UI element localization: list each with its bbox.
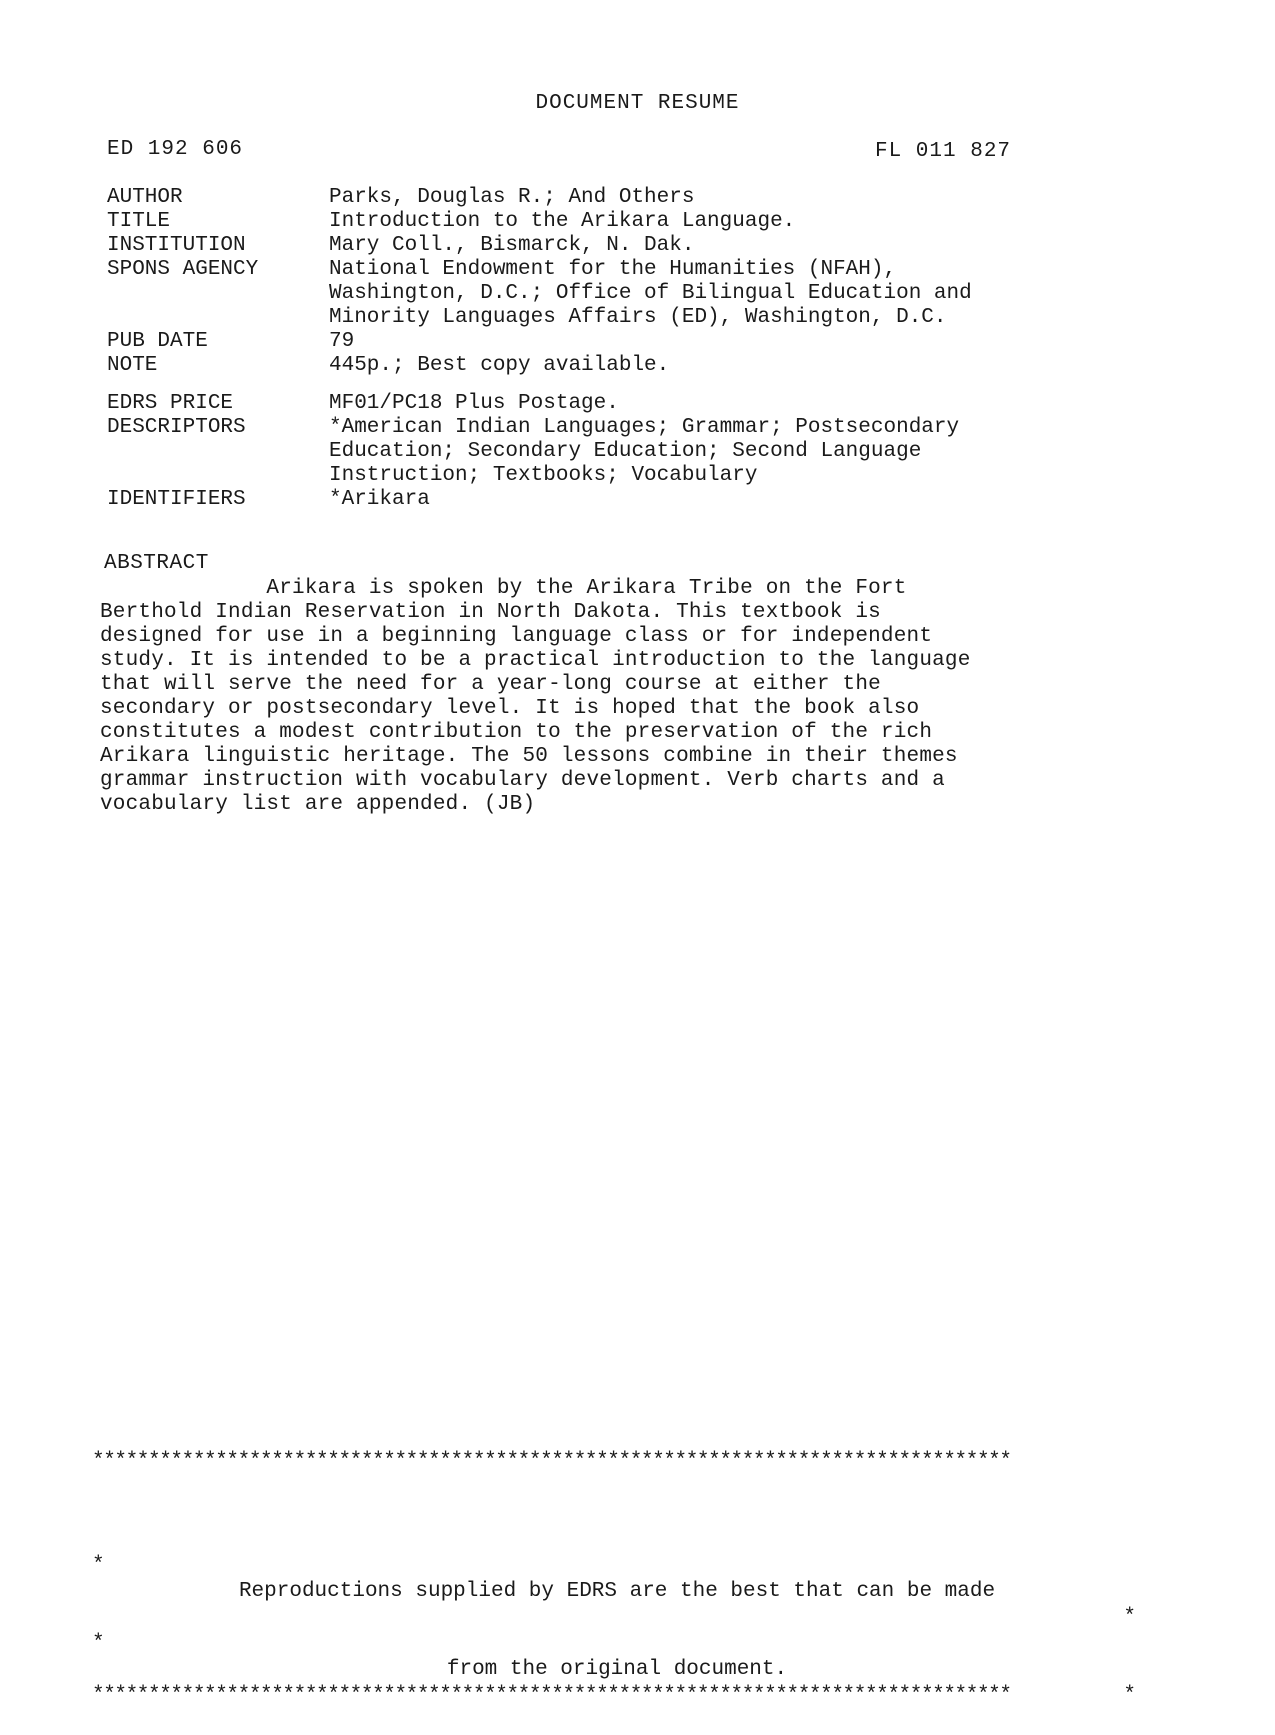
abstract-line: designed for use in a beginning language class or for independent [100,625,933,648]
ed-number: ED 192 606 [107,138,244,161]
field-note [107,354,972,378]
star-border-top: ********************************************************************************** [92,1450,1011,1473]
star-border-right: * [1123,1606,1136,1629]
field-label: PUB DATE [107,330,208,353]
field-institution [107,234,972,258]
field-identifiers [107,488,972,512]
field-value: National Endowment for the Humanities (NFAH), [329,258,897,281]
field-value: *Arikara [329,488,430,511]
field-value: Education; Secondary Education; Second Language [329,440,922,463]
field-label: AUTHOR [107,186,183,209]
field-label-empty [107,282,329,306]
star-border-bottom: ********************************************************************************** [92,1684,1011,1707]
bibliographic-fields [107,186,972,512]
abstract-line: constitutes a modest contribution to the preservation of the rich [100,721,933,744]
field-value: Washington, D.C.; Office of Bilingual Education and [329,282,972,305]
field-author [107,186,972,210]
fl-number: FL 011 827 [875,140,1012,163]
field-label-empty [107,464,329,488]
abstract-line: study. It is intended to be a practical introduction to the language [100,649,971,672]
field-spons-agency-cont [107,306,972,330]
notice-line-2 [92,1605,1142,1707]
notice-text-1: Reproductions supplied by EDRS are the best that can be made [238,1580,996,1603]
field-descriptors [107,416,972,440]
star-border-right: * [1123,1684,1136,1707]
field-value: Parks, Douglas R.; And Others [329,186,695,209]
field-label: INSTITUTION [107,234,246,257]
field-spons-agency-cont [107,282,972,306]
abstract-line: Berthold Indian Reservation in North Dakota. This textbook is [100,601,881,624]
field-title [107,210,972,234]
field-label: IDENTIFIERS [107,488,246,511]
field-value: Introduction to the Arikara Language. [329,210,796,233]
abstract-line: Arikara linguistic heritage. The 50 lessons combine in their themes [100,745,958,768]
field-label-empty [107,306,329,330]
field-label-empty [107,440,329,464]
abstract-line: grammar instruction with vocabulary development. Verb charts and a [100,769,945,792]
abstract-line: secondary or postsecondary level. It is hoped that the book also [100,697,920,720]
notice-text-2: from the original document. [446,1658,788,1681]
field-edrs-price [107,392,972,416]
field-label: EDRS PRICE [107,392,234,415]
field-label: NOTE [107,354,158,377]
field-label: SPONS AGENCY [107,258,259,281]
abstract-line: vocabulary list are appended. (JB) [100,793,536,816]
field-value: Mary Coll., Bismarck, N. Dak. [329,234,695,257]
field-value: Minority Languages Affairs (ED), Washington, D.C. [329,306,947,329]
field-value: Instruction; Textbooks; Vocabulary [329,464,758,487]
field-descriptors-cont [107,440,972,464]
reproduction-notice [92,1397,1142,1735]
field-label: TITLE [107,210,171,233]
field-value: 79 [329,330,355,353]
abstract-heading: ABSTRACT [104,552,209,575]
field-pub-date [107,330,972,354]
abstract-body [100,577,971,817]
document-title: DOCUMENT RESUME [535,92,740,115]
notice-line-1 [92,1527,1142,1629]
abstract-line: Arikara is spoken by the Arikara Tribe on the Fort [100,577,907,600]
field-value: 445p.; Best copy available. [329,354,670,377]
field-label: DESCRIPTORS [107,416,246,439]
field-spons-agency [107,258,972,282]
field-descriptors-cont [107,464,972,488]
field-value: *American Indian Languages; Grammar; Postsecondary [329,416,960,439]
field-value: MF01/PC18 Plus Postage. [329,392,619,415]
abstract-line: that will serve the need for a year-long course at either the [100,673,881,696]
star-border-left: * [92,1554,105,1577]
star-border-left: * [92,1632,105,1655]
